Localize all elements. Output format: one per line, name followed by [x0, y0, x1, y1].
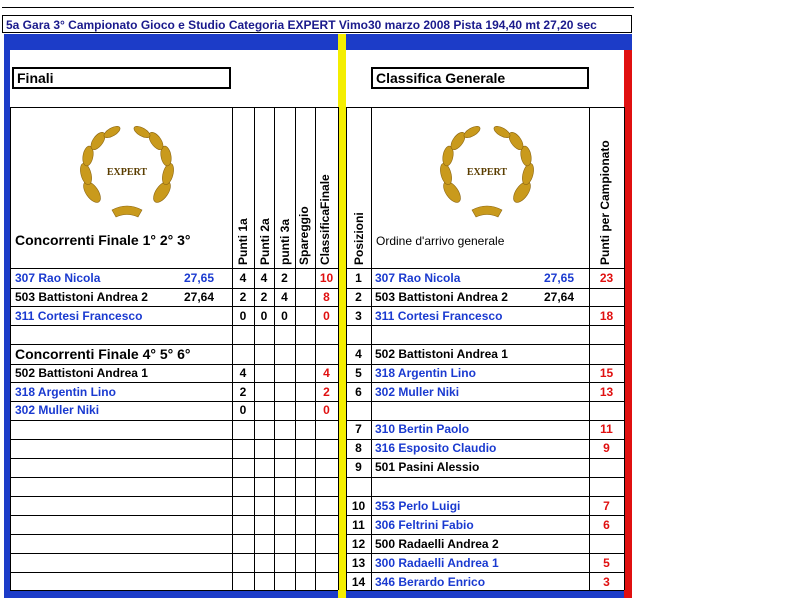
grid-line: [10, 439, 338, 440]
col-ordine-arrivo: Ordine d'arrivo generale: [376, 234, 505, 248]
left-p3: 0: [281, 309, 288, 323]
left-time: 27,65: [183, 271, 214, 285]
left-cf: 8: [323, 290, 330, 304]
grid-line: [10, 107, 338, 108]
right-name: 307 Rao Nicola: [375, 271, 461, 285]
grid-line: [10, 420, 338, 421]
right-pos: 5: [355, 366, 362, 380]
left2-cf: 0: [323, 403, 330, 417]
left-name: 503 Battistoni Andrea 2: [15, 290, 148, 304]
right-time: 27,64: [543, 290, 574, 304]
group2-label: Concorrenti Finale 4° 5° 6°: [15, 346, 191, 362]
left-p1: 2: [239, 290, 247, 304]
left-name: 311 Cortesi Francesco: [15, 309, 143, 323]
left-name: 307 Rao Nicola: [15, 271, 101, 285]
right-pos: 3: [355, 309, 362, 323]
left2-p1: 2: [239, 385, 247, 399]
bottom-border: [4, 590, 632, 598]
grid-line: [346, 477, 624, 478]
left2-name: 302 Muller Niki: [15, 403, 100, 417]
header-band: [4, 34, 632, 50]
right-pos: 7: [355, 422, 362, 436]
grid-line: [254, 107, 255, 590]
col-classifica-finale: ClassificaFinale: [318, 174, 332, 265]
col-punti-1a: Punti 1a: [236, 218, 250, 265]
grid-line: [338, 107, 339, 590]
left-p2: 4: [260, 271, 268, 285]
right-name: 318 Argentin Lino: [375, 366, 476, 380]
right-name: 501 Pasini Alessio: [375, 460, 480, 474]
right-pts: 11: [600, 422, 613, 436]
left-p1: 4: [239, 271, 247, 285]
right-pts: 15: [599, 366, 614, 380]
grid-line: [232, 107, 233, 590]
right-pts: 5: [603, 556, 610, 570]
left-p3: 2: [281, 271, 288, 285]
right-pos: 9: [355, 460, 362, 474]
grid-line: [10, 458, 338, 459]
grid-line: [10, 107, 11, 590]
grid-line: [10, 496, 338, 497]
left2-name: 318 Argentin Lino: [15, 385, 116, 399]
col-posizioni: Posizioni: [352, 212, 366, 265]
grid-line: [10, 553, 338, 554]
grid-line: [10, 477, 338, 478]
grid-line: [10, 572, 338, 573]
right-name: 346 Berardo Enrico: [375, 575, 486, 589]
grid-line: [10, 534, 338, 535]
col-punti-2a: Punti 2a: [258, 218, 272, 265]
right-name: 316 Esposito Claudio: [375, 441, 497, 455]
right-pts: 9: [603, 441, 610, 455]
right-pos: 10: [351, 499, 366, 513]
page-title: 5a Gara 3° Campionato Gioco e Studio Categoria EXPERT Vimo30 marzo 2008 Pista 194,40 mt 27,20 sec: [2, 15, 632, 33]
right-pos: 11: [352, 518, 365, 532]
right-name: 310 Bertin Paolo: [375, 422, 470, 436]
center-divider: [338, 50, 346, 598]
grid-line: [10, 515, 338, 516]
col-punti-campionato: Punti per Campionato: [598, 140, 612, 265]
right-pos: 8: [355, 441, 362, 455]
finali-heading: Finali: [12, 67, 231, 89]
right-pts: 23: [599, 271, 614, 285]
right-pts: 7: [603, 499, 610, 513]
right-time: 27,65: [543, 271, 574, 285]
top-rule: [2, 7, 634, 8]
wreath-label: EXPERT: [106, 167, 148, 178]
grid-line: [346, 325, 624, 326]
left-cf: 0: [323, 309, 330, 323]
classifica-heading: Classifica Generale: [371, 67, 589, 89]
left2-name: 502 Battistoni Andrea 1: [15, 366, 148, 380]
grid-line: [274, 107, 275, 590]
right-pos: 4: [355, 347, 362, 361]
left-p2: 2: [260, 290, 268, 304]
left-p3: 4: [281, 290, 288, 304]
left-p1: 0: [239, 309, 247, 323]
right-pos: 13: [351, 556, 366, 570]
grid-line: [10, 590, 338, 591]
right-pos: 2: [355, 290, 362, 304]
left-cf: 10: [319, 271, 334, 285]
right-name: 503 Battistoni Andrea 2: [375, 290, 508, 304]
left2-p1: 0: [239, 403, 247, 417]
left2-cf: 4: [323, 366, 330, 380]
right-pos: 6: [355, 385, 362, 399]
right-pts: 18: [599, 309, 614, 323]
grid-line: [10, 325, 338, 326]
right-pts: 6: [603, 518, 610, 532]
right-border: [624, 50, 632, 598]
col-punti-3a: punti 3a: [278, 218, 292, 265]
right-pos: 1: [355, 271, 362, 285]
right-pos: 12: [351, 537, 366, 551]
right-pts: 13: [599, 385, 614, 399]
right-pts: 3: [603, 575, 610, 589]
grid-line: [315, 107, 316, 590]
right-name: 502 Battistoni Andrea 1: [375, 347, 508, 361]
left2-p1: 4: [239, 366, 247, 380]
divider-top: [338, 34, 346, 50]
grid-line: [295, 107, 296, 590]
right-name: 302 Muller Niki: [375, 385, 460, 399]
left2-cf: 2: [323, 385, 330, 399]
right-name: 300 Radaelli Andrea 1: [375, 556, 499, 570]
left-p2: 0: [260, 309, 268, 323]
grid-line: [346, 401, 624, 402]
left-time: 27,64: [183, 290, 214, 304]
right-pos: 14: [351, 575, 366, 589]
grid-line: [346, 107, 624, 108]
grid-line: [624, 107, 625, 590]
col-spareggio: Spareggio: [297, 206, 311, 265]
right-name: 353 Perlo Luigi: [375, 499, 461, 513]
group1-label: Concorrenti Finale 1° 2° 3°: [15, 232, 191, 248]
right-name: 500 Radaelli Andrea 2: [375, 537, 499, 551]
right-name: 311 Cortesi Francesco: [375, 309, 503, 323]
grid-line: [371, 107, 372, 590]
right-name: 306 Feltrini Fabio: [375, 518, 474, 532]
wreath-label: EXPERT: [466, 167, 508, 178]
